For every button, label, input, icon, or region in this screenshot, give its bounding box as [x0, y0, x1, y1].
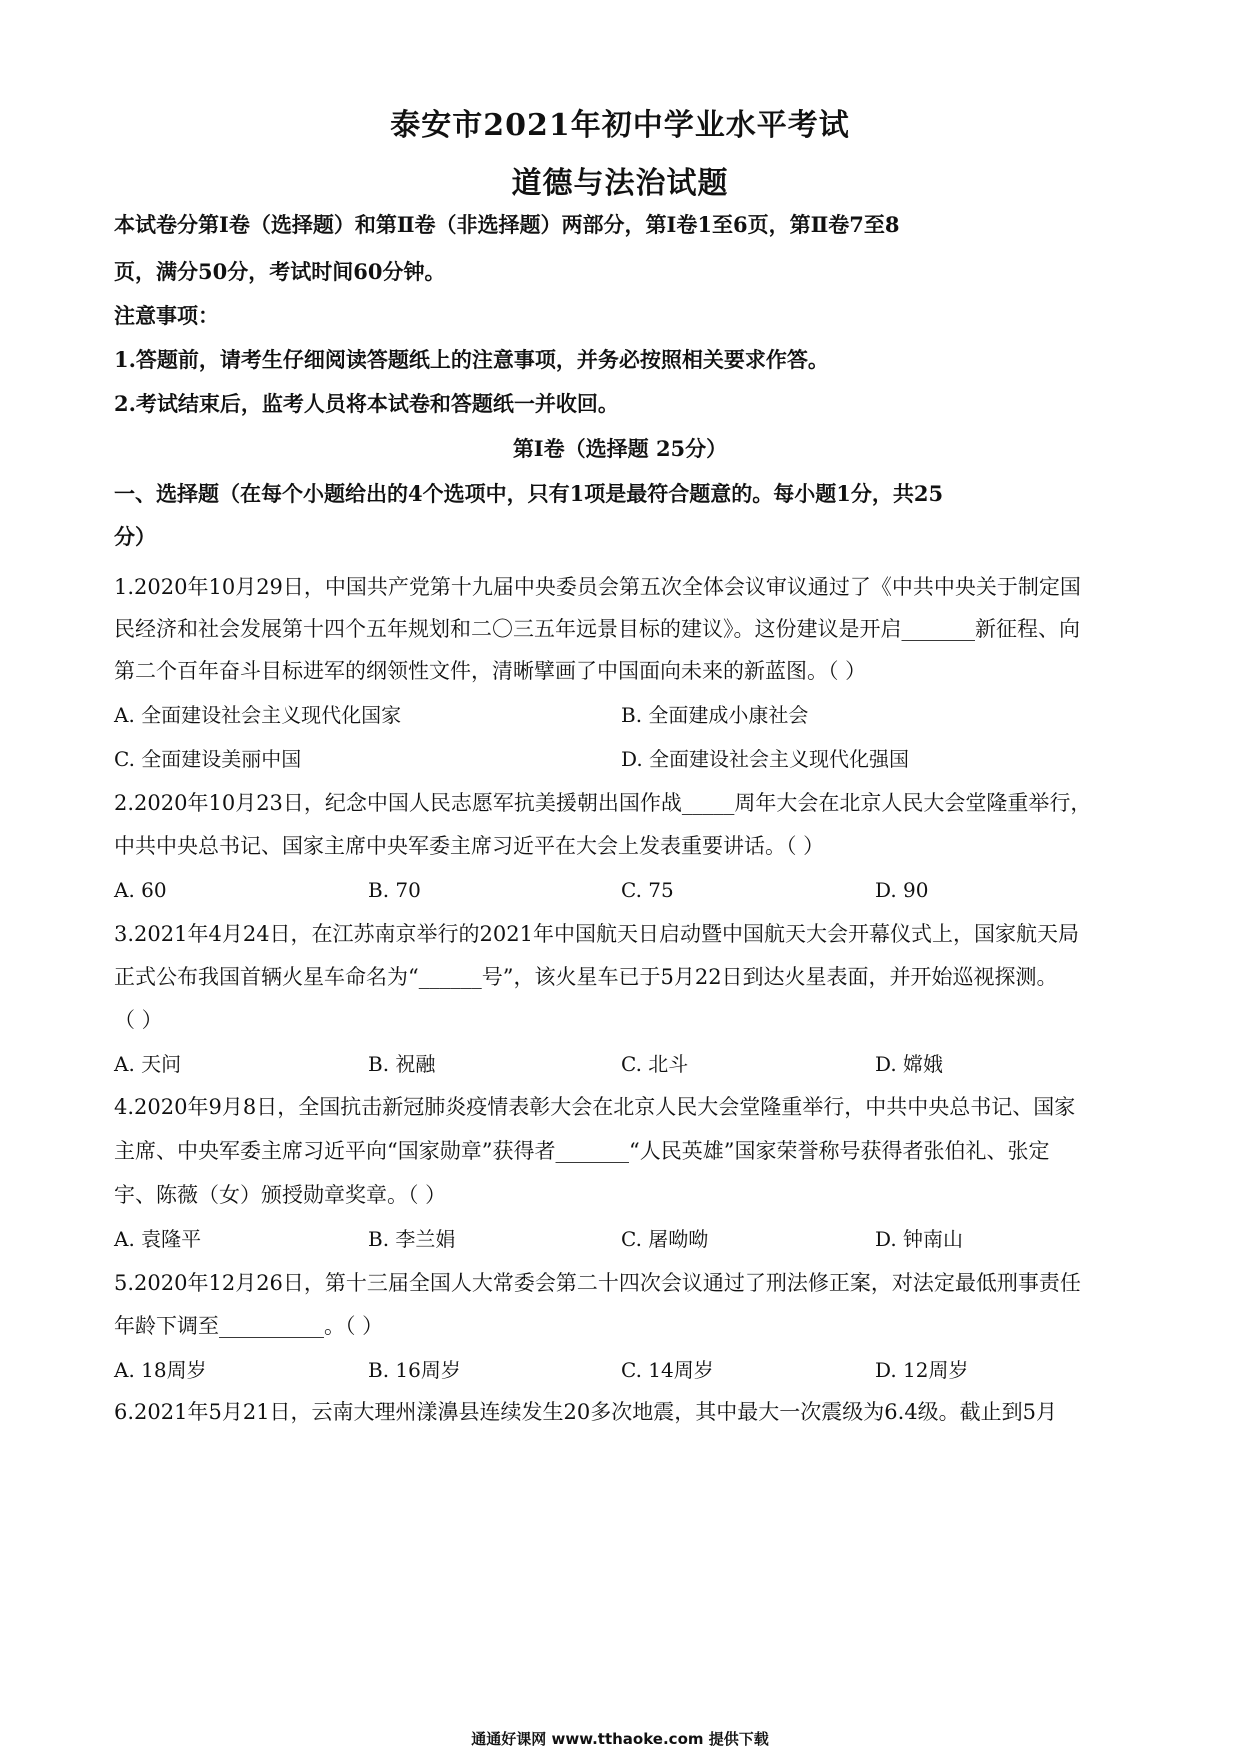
- question-4-option-d: D. 钟南山: [875, 1227, 964, 1251]
- question-5-option-a: A. 18周岁: [114, 1358, 207, 1382]
- question-2-line-1: 2.2020年10月23日，纪念中国人民志愿军抗美援朝出国作战_____周年大会在北京人民大会堂隆重举行，: [114, 791, 1092, 815]
- question-3-option-a: A. 天问: [114, 1052, 182, 1076]
- exam-subject-title: 道德与法治试题: [511, 166, 729, 201]
- question-1-line-1: 1.2020年10月29日，中国共产党第十九届中央委员会第五次全体会议审议通过了《中共中央关于制定国: [114, 575, 1081, 599]
- question-4-line-2: 主席、中央军委主席习近平向“国家勋章”获得者_______“人民英雄”国家荣誉称号获得者张伯礼、张定: [114, 1139, 1050, 1163]
- question-5-option-d: D. 12周岁: [875, 1358, 969, 1382]
- question-1-line-3: 第二个百年奋斗目标进军的纲领性文件，清晰擘画了中国面向未来的新蓝图。（ ）: [114, 659, 867, 683]
- question-3-option-b: B. 祝融: [368, 1052, 436, 1076]
- footer-source: 通通好课网 www.tthaoke.com 提供下载: [471, 1730, 769, 1748]
- intro-line-2: 页，满分50分，考试时间60分钟。: [114, 259, 446, 284]
- question-3-line-2: 正式公布我国首辆火星车命名为“______号”，该火星车已于5月22日到达火星表面，并开始巡视探测。: [114, 965, 1058, 989]
- question-3-option-c: C. 北斗: [621, 1052, 689, 1076]
- question-2-line-2: 中共中央总书记、国家主席中央军委主席习近平在大会上发表重要讲话。（ ）: [114, 834, 825, 858]
- question-4-option-c: C. 屠呦呦: [621, 1227, 709, 1251]
- question-5-line-1: 5.2020年12月26日，第十三届全国人大常委会第二十四次会议通过了刑法修正案，对法定最低刑事责任: [114, 1271, 1081, 1295]
- notice-item-2: 2.考试结束后，监考人员将本试卷和答题纸一并收回。: [114, 391, 619, 416]
- notice-item-1: 1.答题前，请考生仔细阅读答题纸上的注意事项，并务必按照相关要求作答。: [114, 347, 829, 372]
- question-1-option-b: B. 全面建成小康社会: [621, 703, 809, 727]
- question-3-option-d: D. 嫦娥: [875, 1052, 944, 1076]
- question-2-option-a: A. 60: [114, 878, 167, 902]
- question-3-line-1: 3.2021年4月24日，在江苏南京举行的2021年中国航天日启动暨中国航天大会开幕仪式上，国家航天局: [114, 922, 1080, 946]
- intro-line-1: 本试卷分第Ⅰ卷（选择题）和第Ⅱ卷（非选择题）两部分，第Ⅰ卷1至6页，第Ⅱ卷7至8: [114, 212, 900, 237]
- question-4-line-1: 4.2020年9月8日，全国抗击新冠肺炎疫情表彰大会在北京人民大会堂隆重举行，中共中央总书记、国家: [114, 1095, 1076, 1119]
- question-3-line-3: （ ）: [114, 1008, 163, 1032]
- question-1-option-c: C. 全面建设美丽中国: [114, 747, 302, 771]
- question-4-option-b: B. 李兰娟: [368, 1227, 456, 1251]
- question-1-option-d: D. 全面建设社会主义现代化强国: [621, 747, 910, 771]
- question-4-option-a: A. 袁隆平: [114, 1227, 202, 1251]
- question-6-line-1: 6.2021年5月21日，云南大理州漾濞县连续发生20多次地震，其中最大一次震级为6.4级。截止到5月: [114, 1400, 1058, 1424]
- section-heading-line-1: 一、选择题（在每个小题给出的4个选项中，只有1项是最符合题意的。每小题1分，共25: [114, 481, 944, 506]
- volume-title: 第Ⅰ卷（选择题 25分）: [512, 436, 728, 461]
- section-heading-line-2: 分）: [114, 524, 156, 549]
- question-5-option-c: C. 14周岁: [621, 1358, 714, 1382]
- notice-title: 注意事项：: [114, 303, 219, 328]
- exam-title: 泰安市2021年初中学业水平考试: [390, 108, 850, 143]
- question-1-line-2: 民经济和社会发展第十四个五年规划和二〇三五年远景目标的建议》。这份建议是开启_______新征程、向: [114, 617, 1080, 641]
- question-4-line-3: 宇、陈薇（女）颁授勋章奖章。（ ）: [114, 1183, 447, 1207]
- question-2-option-c: C. 75: [621, 878, 674, 902]
- question-2-option-d: D. 90: [875, 878, 929, 902]
- question-2-option-b: B. 70: [368, 878, 421, 902]
- question-5-line-2: 年龄下调至__________。（ ）: [114, 1314, 384, 1338]
- question-5-option-b: B. 16周岁: [368, 1358, 461, 1382]
- question-1-option-a: A. 全面建设社会主义现代化国家: [114, 703, 402, 727]
